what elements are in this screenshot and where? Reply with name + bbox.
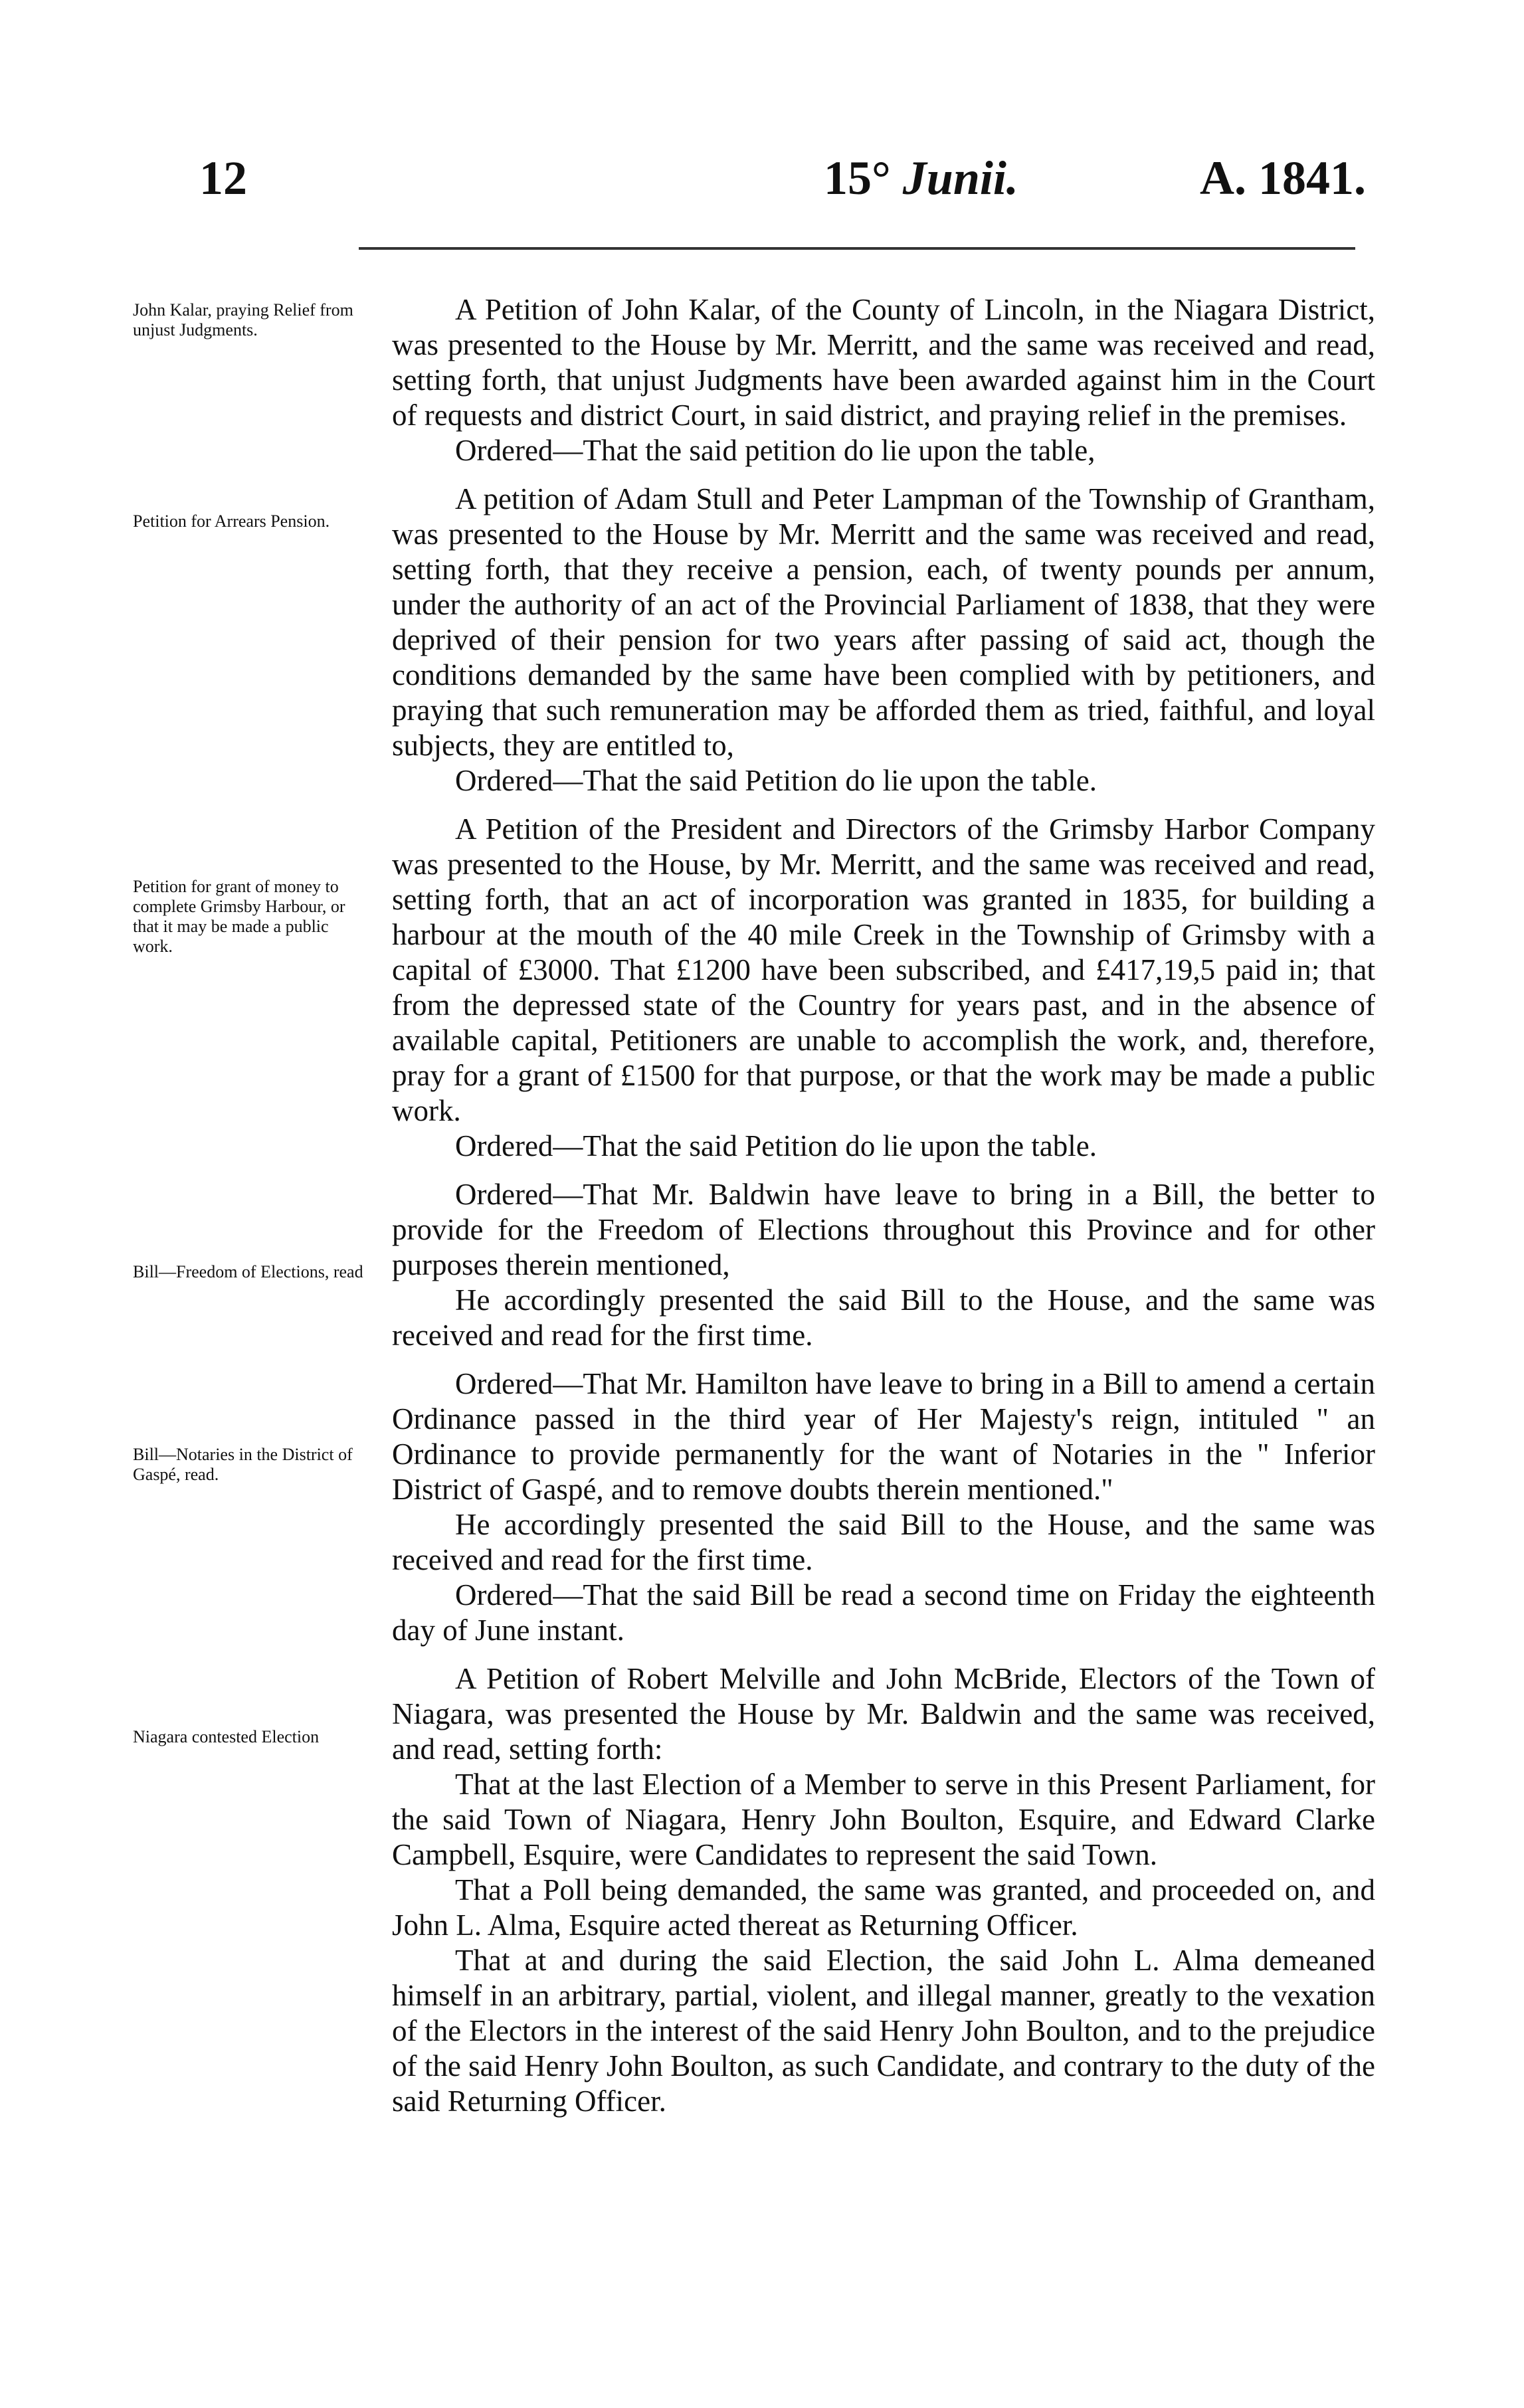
body-text [392,292,1375,2119]
page-year: A. 1841. [1200,151,1366,205]
paragraph: Ordered—That the said Bill be read a second time on Friday the eighteenth day of June instant. [392,1578,1375,1647]
paragraph: A Petition of Robert Melville and John McBride, Electors of the Town of Niagara, was presented the House by Mr. Baldwin and the same was received, and read, setting forth: [392,1662,1375,1766]
margin-note-niagara-election: Niagara contested Election [133,1727,320,1746]
margin-note-notaries-gaspe: Bill—Notaries in the District of Gaspé, read. [133,1445,353,1484]
margin-note-grimsby-harbour: Petition for grant of money to complete Grimsby Harbour, or that it may be made a public work. [133,877,345,956]
page-number: 12 [199,151,247,205]
paragraph: That at the last Election of a Member to serve in this Present Parliament, for the said Town of Niagara, Henry John Boulton, Esquire, and Edward Clarke Campbell, Esquire, were Candidates to represent the said Town. [392,1768,1375,1871]
paragraph: A Petition of the President and Directors of the Grimsby Harbor Company was presented to the House, by Mr. Merritt, and the same was received and read, setting forth, that an act of incorporation was granted in 1835, for building a harbour at the mouth of the 40 mile Creek in the Township of Grimsby with a capital of £3000. That £1200 have been subscribed, and £417,19,5 paid in; that from the depressed state of the Country for years past, and in the absence of available capital, Petitioners are unable to accomplish the work, and, therefore, pray for a grant of £1500 for that purpose, or that the work may be made a public work. [392,812,1375,1127]
paragraph: A Petition of John Kalar, of the County of Lincoln, in the Niagara District, was presented to the House by Mr. Merritt, and the same was received and read, setting forth, that unjust Judgments have been awarded against him in the Court of requests and district Court, in said district, and praying relief in the premises. [392,293,1375,432]
paragraph: That at and during the said Election, the said John L. Alma demeaned himself in an arbitrary, partial, violent, and illegal manner, greatly to the vexation of the Electors in the interest of the said Henry John Boulton, and to the prejudice of the said Henry John Boulton, as such Candidate, and contrary to the duty of the said Returning Officer. [392,1944,1375,2118]
date-word: Junii. [902,151,1018,205]
paragraph: He accordingly presented the said Bill to the House, and the same was received and read for the first time. [392,1508,1375,1576]
paragraph: Ordered—That the said Petition do lie upon the table. [455,1129,1097,1162]
paragraph: Ordered—That Mr. Hamilton have leave to bring in a Bill to amend a certain Ordinance passed in the third year of Her Majesty's reign, intituled " an Ordinance to provide permanently for the want of Notaries in the " Inferior District of Gaspé, and to remove doubts therein mentioned." [392,1367,1375,1506]
margin-note-freedom-of-elections: Bill—Freedom of Elections, read [133,1262,363,1281]
margin-note-arrears-pension: Petition for Arrears Pension. [133,511,330,531]
header-rule [359,247,1355,250]
paragraph: Ordered—That Mr. Baldwin have leave to bring in a Bill, the better to provide for the Freedom of Elections throughout this Province and for other purposes therein mentioned, [392,1178,1375,1281]
paragraph: He accordingly presented the said Bill to the House, and the same was received and read for the first time. [392,1283,1375,1352]
paragraph: Ordered—That the said Petition do lie upon the table. [455,764,1097,797]
paragraph: That a Poll being demanded, the same was granted, and proceeded on, and John L. Alma, Esquire acted thereat as Returning Officer. [392,1873,1375,1942]
page-date [824,151,1018,205]
date-prefix: 15° [824,151,891,205]
margin-note-kalar: John Kalar, praying Relief from unjust Judgments. [133,300,353,339]
paragraph: A petition of Adam Stull and Peter Lampman of the Township of Grantham, was presented to the House by Mr. Merritt and the same was received and read, setting forth, that they receive a pension, each, of twenty pounds per annum, under the authority of an act of the Provincial Parliament of 1838, that they were deprived of their pension for two years after passing of said act, though the conditions demanded by the same have been complied with by petitioners, and praying that such remuneration may be afforded them as tried, faithful, and loyal subjects, they are entitled to, [392,482,1375,762]
paragraph: Ordered—That the said petition do lie upon the table, [455,434,1095,467]
